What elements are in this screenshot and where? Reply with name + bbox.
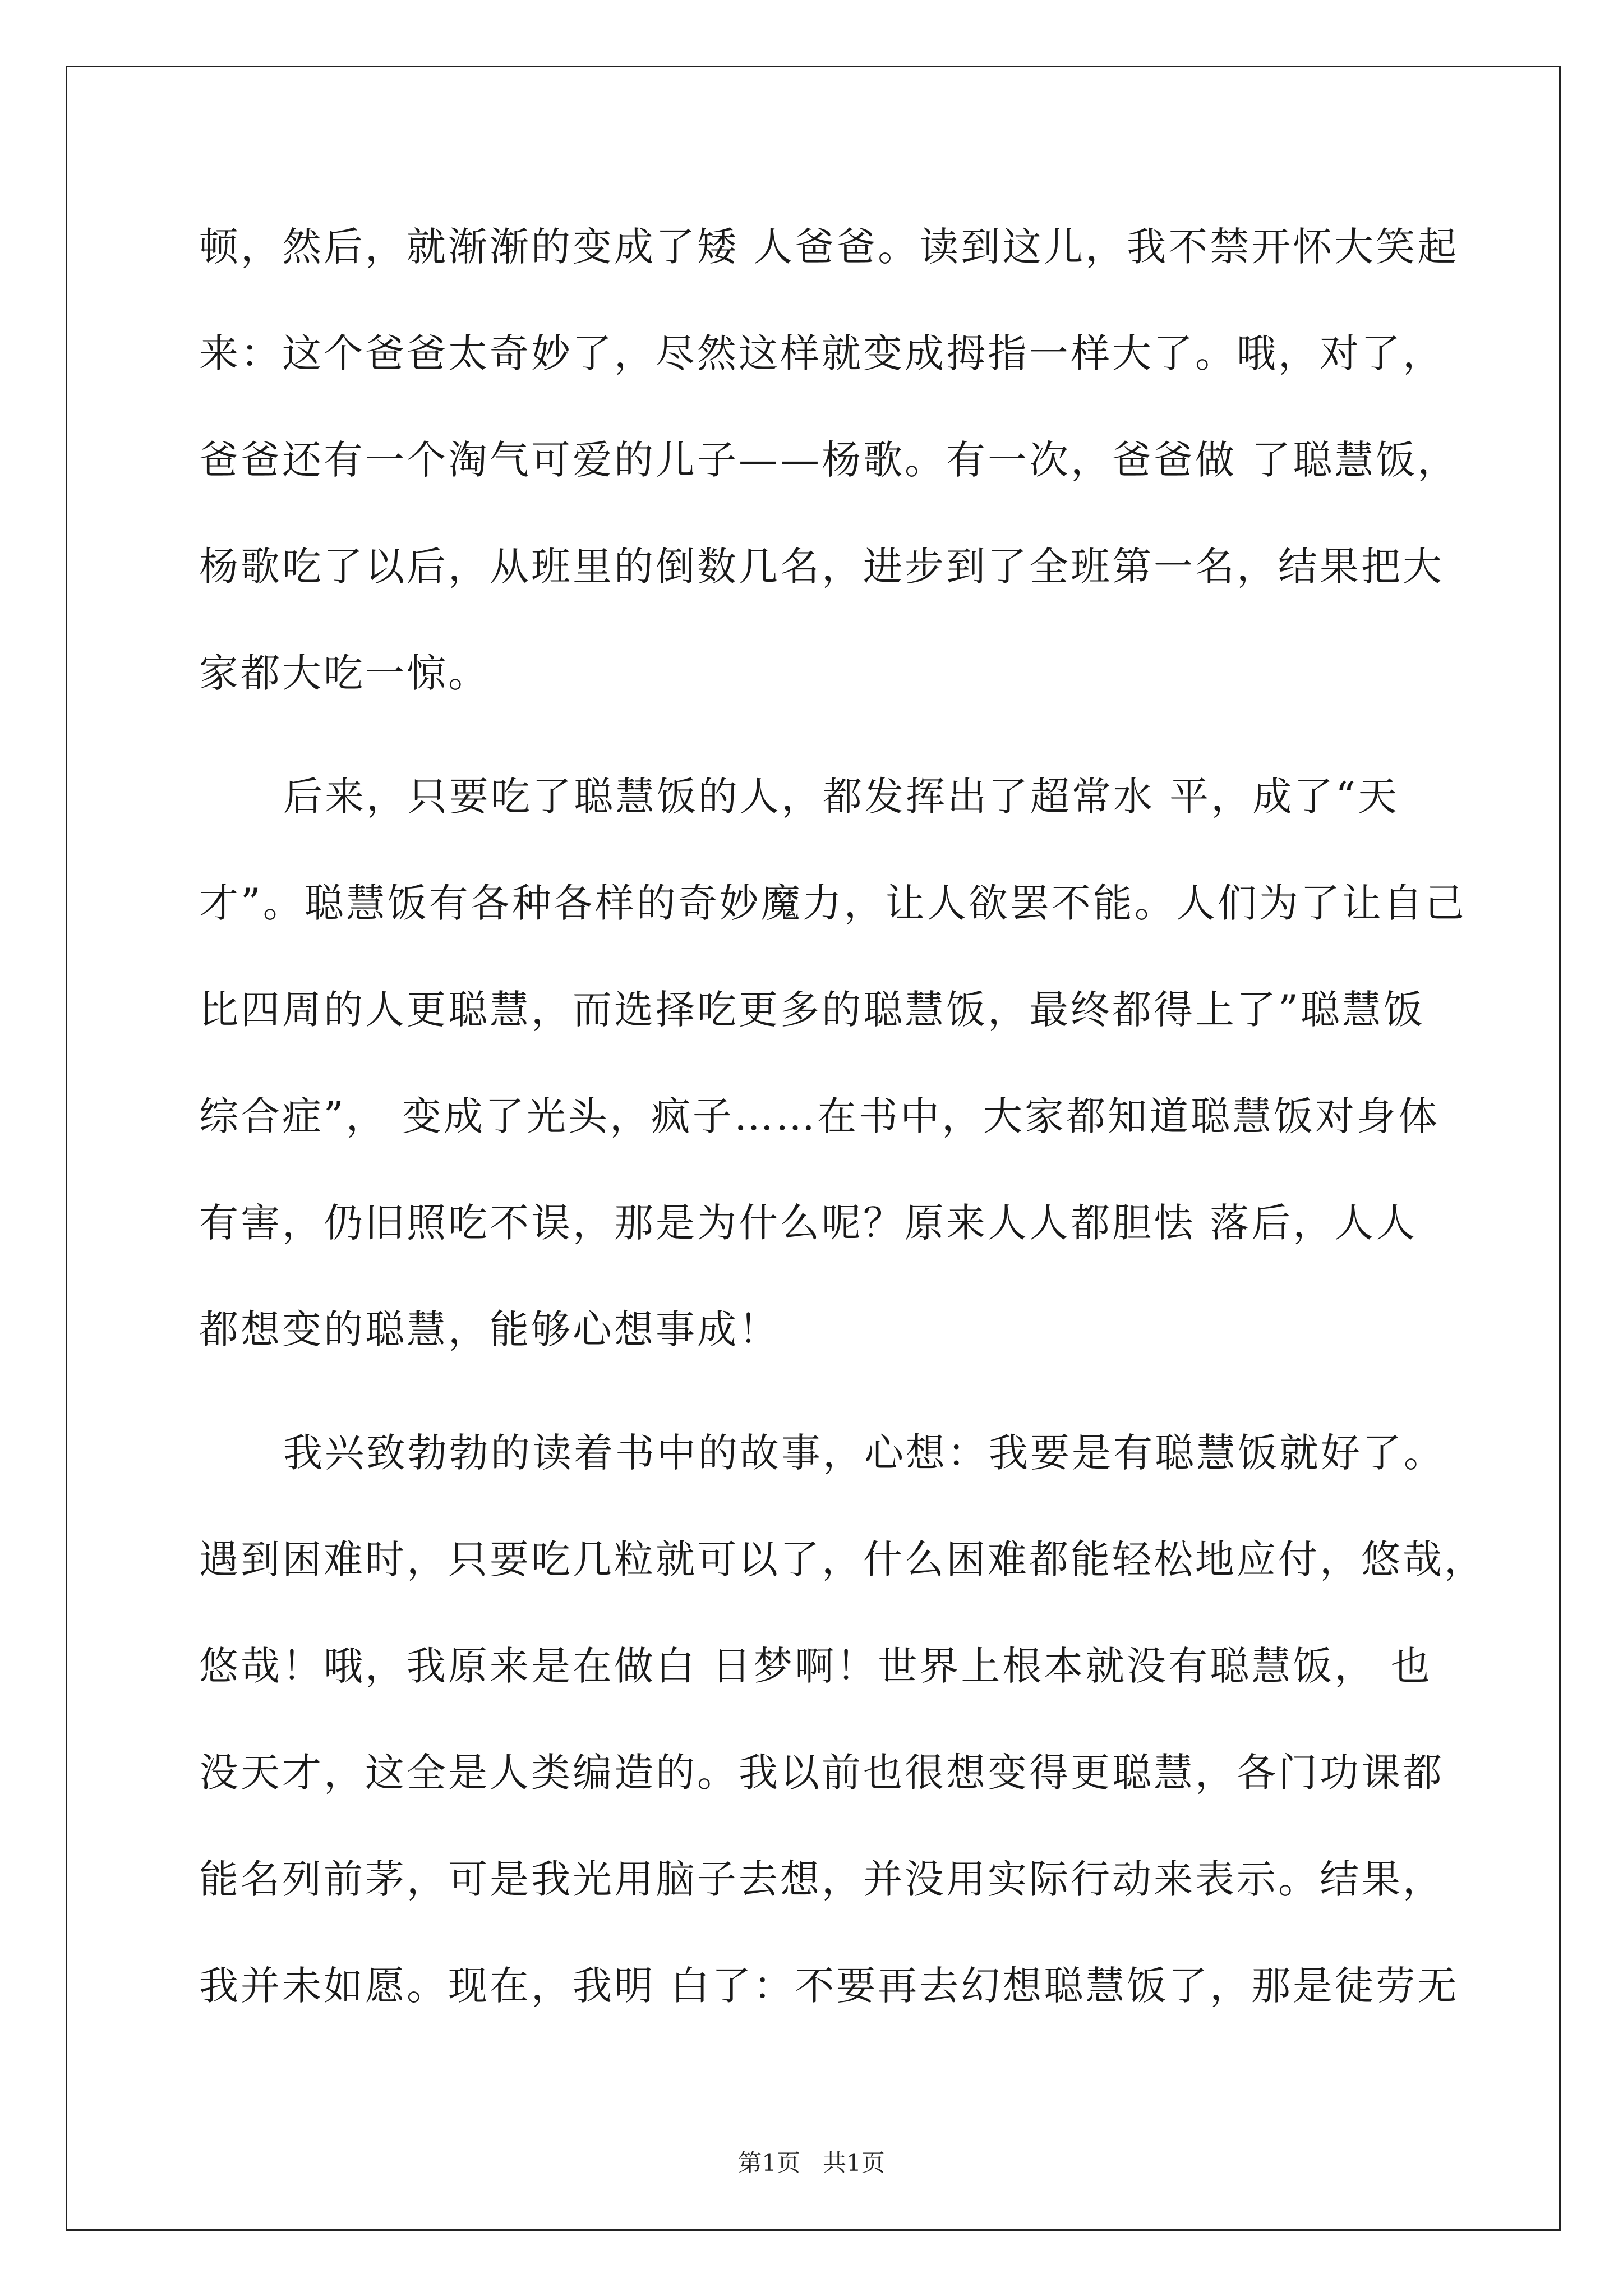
text-line: 才”。聪慧饭有各种各样的奇妙魔力，让人欲罢不能。人们为了让自己 <box>199 880 1467 926</box>
text-line: 杨歌吃了以后，从班里的倒数几名，进步到了全班第一名，结果把大 <box>199 544 1444 590</box>
text-line: 综合症”， 变成了光头，疯子……在书中，大家都知道聪慧饭对身体 <box>199 1093 1440 1139</box>
text-line: 我并未如愿。现在，我明 白了：不要再去幻想聪慧饭了，那是徒劳无 <box>199 1963 1459 2009</box>
text-line: 后来，只要吃了聪慧饭的人，都发挥出了超常水 平，成了“天 <box>283 774 1400 820</box>
text-line: 能名列前茅，可是我光用脑子去想，并没用实际行动来表示。结果， <box>199 1856 1444 1902</box>
text-line: 爸爸还有一个淘气可爱的儿子——杨歌。有一次，爸爸做 了聪慧饭， <box>199 437 1459 483</box>
text-line: 没天才，这全是人类编造的。我以前也很想变得更聪慧，各门功课都 <box>199 1750 1444 1796</box>
text-line: 我兴致勃勃的读着书中的故事，心想：我要是有聪慧饭就好了。 <box>283 1430 1445 1476</box>
text-line: 都想变的聪慧，能够心想事成！ <box>199 1306 780 1352</box>
text-line: 有害，仍旧照吃不误，那是为什么呢？原来人人都胆怯 落后，人人 <box>199 1200 1418 1246</box>
text-line: 比四周的人更聪慧，而选择吃更多的聪慧饭，最终都得上了”聪慧饭 <box>199 987 1425 1033</box>
text-line: 家都大吃一惊。 <box>199 650 490 696</box>
text-line: 遇到困难时，只要吃几粒就可以了，什么困难都能轻松地应付，悠哉， <box>199 1536 1486 1582</box>
page-number-footer: 第1页 共1页 <box>738 2149 885 2177</box>
text-line: 悠哉！哦，我原来是在做白 日梦啊！世界上根本就没有聪慧饭， 也 <box>199 1643 1432 1689</box>
text-line: 来：这个爸爸太奇妙了，尽然这样就变成拇指一样大了。哦，对了， <box>199 330 1444 376</box>
text-line: 顿，然后，就渐渐的变成了矮 人爸爸。读到这儿，我不禁开怀大笑起 <box>199 224 1459 270</box>
